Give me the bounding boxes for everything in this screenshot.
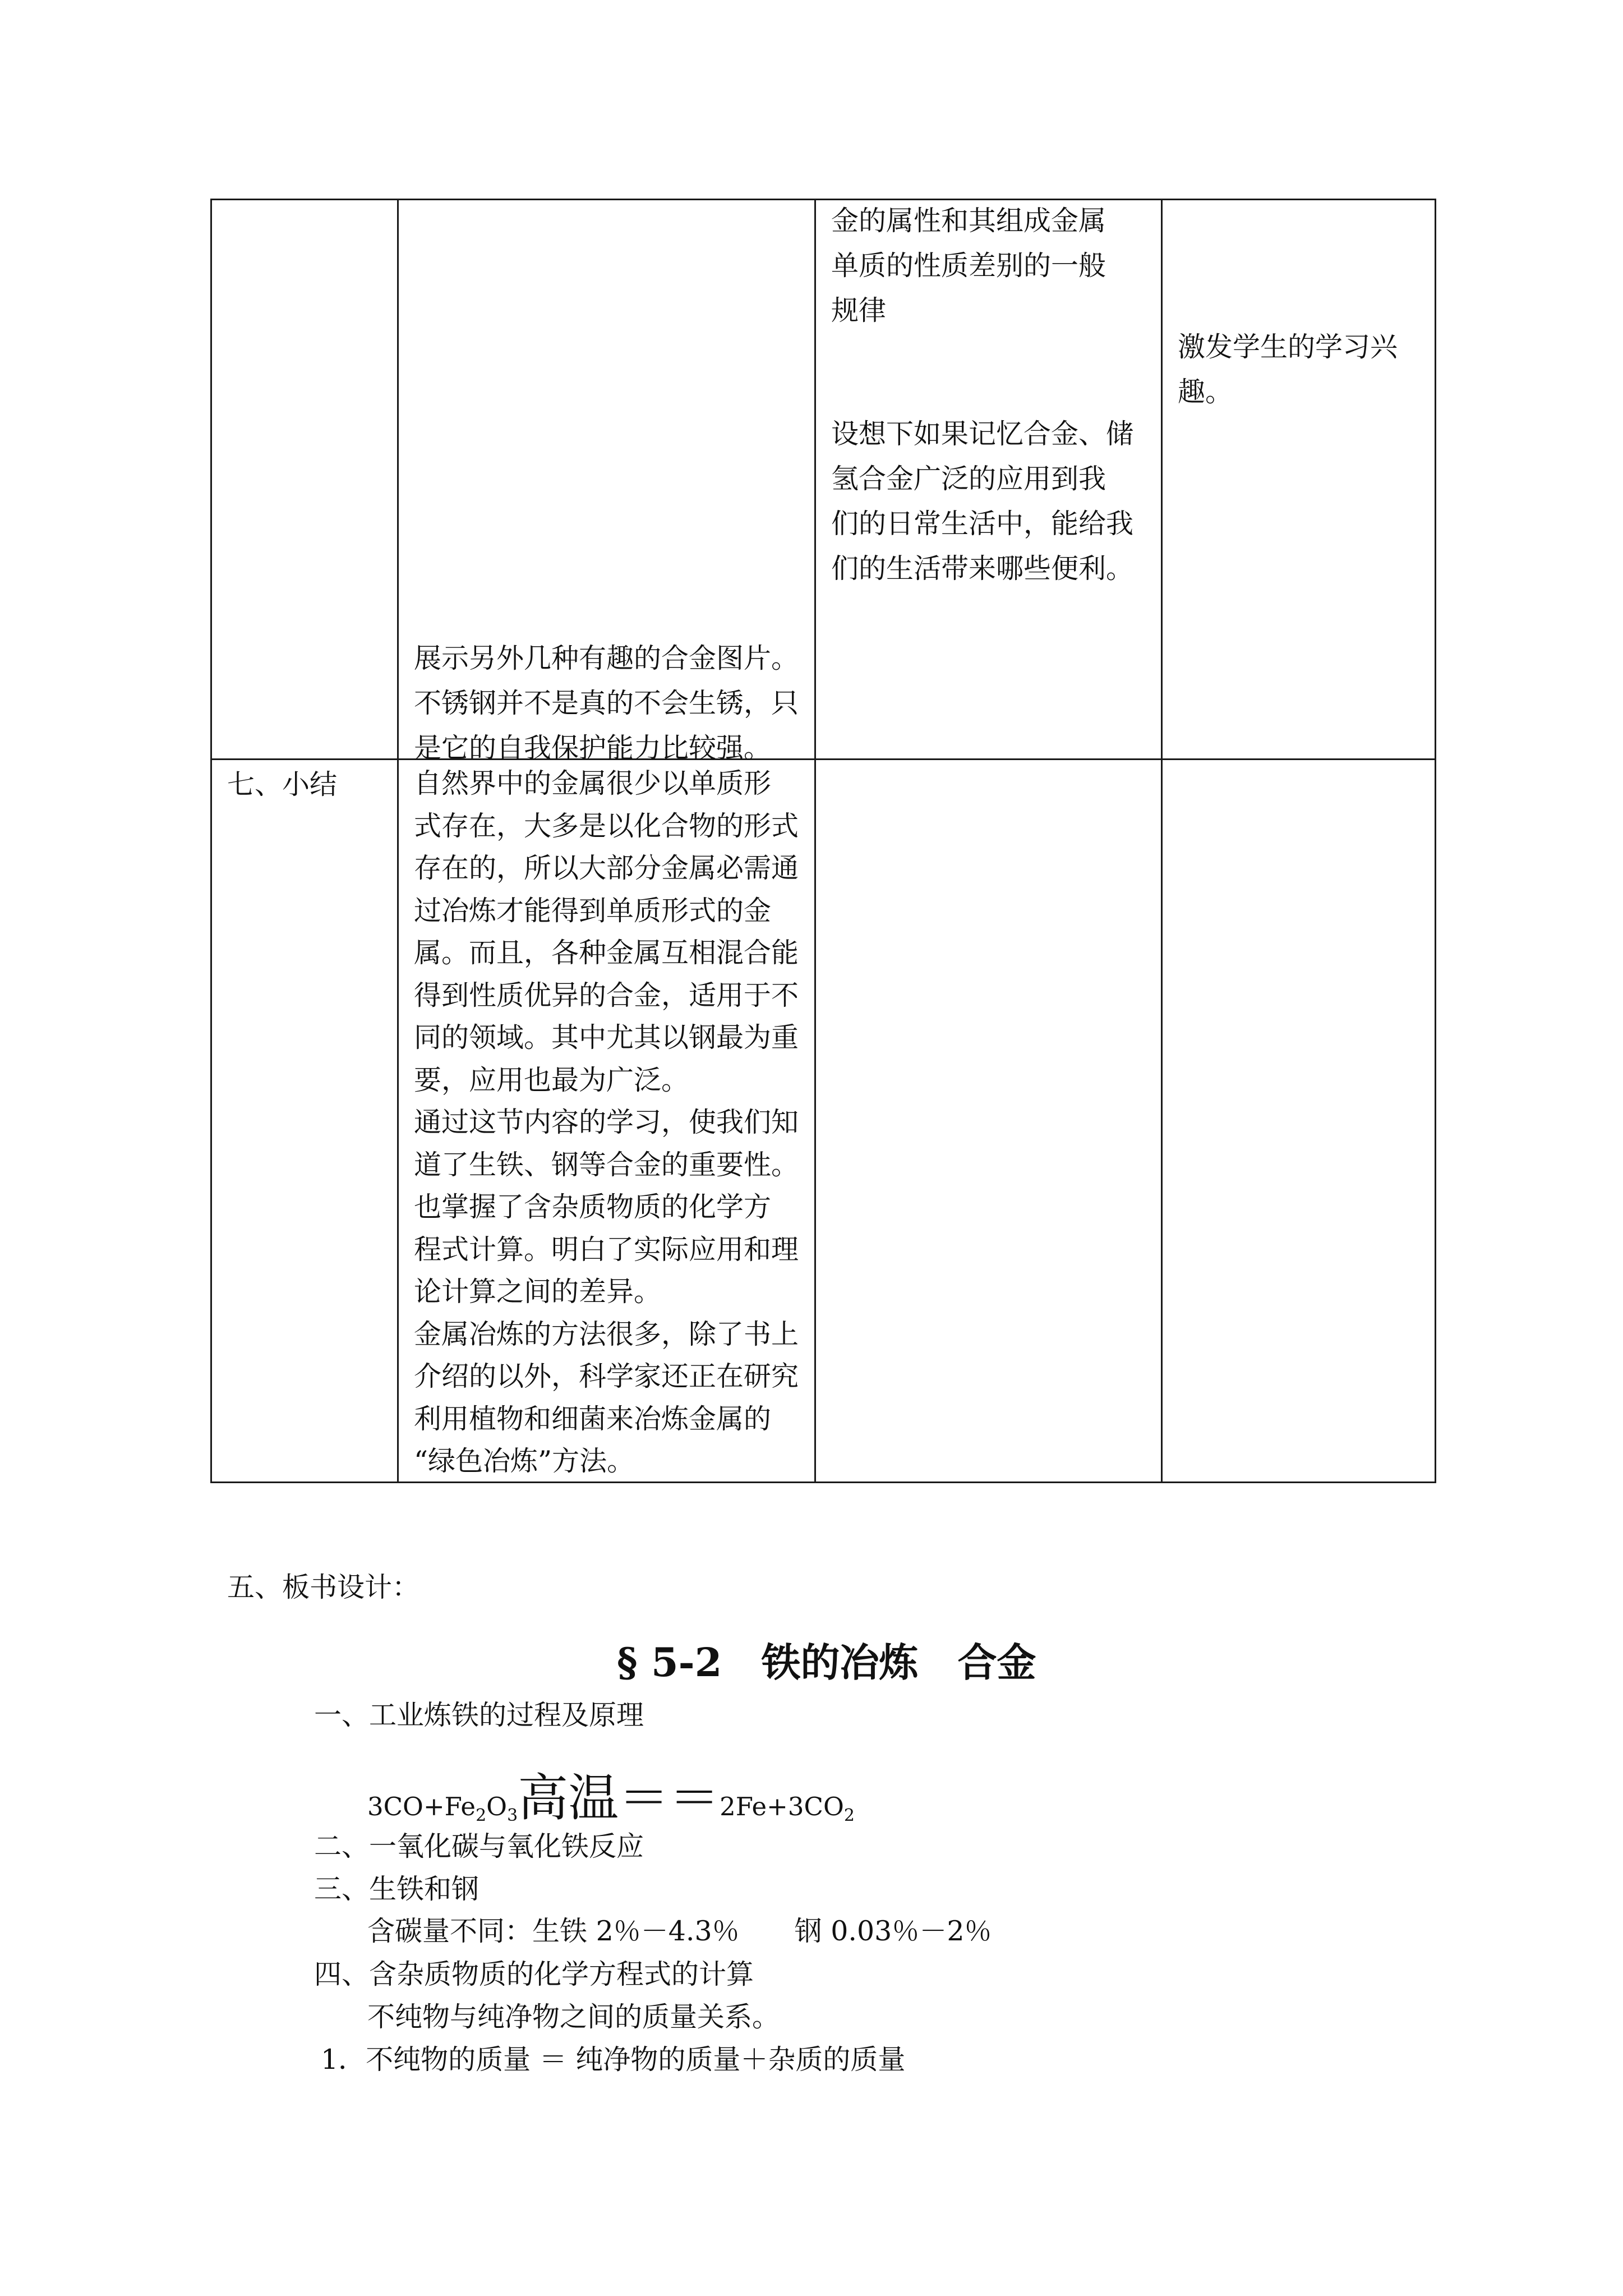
equation-text: 3CO+Fe	[367, 1792, 476, 1821]
cell-text-line: 设想下如果记忆合金、储	[831, 418, 1134, 450]
cell-text-line: 介绍的以外，科学家还正在研究	[414, 1360, 799, 1392]
cell-text-line: 通过这节内容的学习，使我们知	[414, 1106, 799, 1138]
cell-text-line: 展示另外几种有趣的合金图片。	[414, 642, 799, 674]
table-column-divider	[397, 199, 399, 1483]
cell-text-line: 道了生铁、钢等合金的重要性。	[414, 1148, 799, 1181]
section-title: 五、板书设计：	[227, 1571, 420, 1603]
row-heading: 七、小结	[227, 769, 338, 800]
subscript: 2	[476, 1806, 487, 1825]
equation-text: O	[486, 1792, 508, 1821]
board-item-4: 四、含杂质物质的化学方程式的计算	[314, 1958, 754, 1990]
equation-condition: 高温＝＝	[518, 1769, 720, 1828]
board-item-4-detail: 不纯物与纯净物之间的质量关系。	[367, 2001, 780, 2033]
chemical-equation	[367, 1757, 855, 1830]
board-item-4-point-1: 1．不纯物的质量 ＝ 纯净物的质量＋杂质的质量	[321, 2044, 906, 2076]
cell-text-line: 氢合金广泛的应用到我	[831, 463, 1106, 495]
table-cell-r2-c1	[227, 762, 337, 807]
table-column-divider	[1161, 199, 1163, 1483]
cell-text-line: 式存在，大多是以化合物的形式	[414, 809, 799, 842]
equation-text: 2Fe+3CO	[720, 1792, 844, 1821]
table-cell-r1-c3-part2	[831, 412, 1133, 591]
cell-text-line: 程式计算。明白了实际应用和理	[414, 1233, 799, 1266]
cell-text-line: 们的生活带来哪些便利。	[831, 553, 1134, 585]
table-cell-r2-c2	[414, 762, 799, 1483]
table-column-divider	[814, 199, 816, 1483]
cell-text-line: 金属冶炼的方法很多，除了书上	[414, 1318, 799, 1350]
cell-text-line: 利用植物和细菌来冶炼金属的	[414, 1402, 772, 1435]
cell-text-line: 单质的性质差别的一般	[831, 250, 1106, 282]
board-item-2: 二、一氧化碳与氧化铁反应	[314, 1830, 644, 1862]
equation-reactants	[367, 1792, 518, 1825]
cell-text-line: 要，应用也最为广泛。	[414, 1064, 689, 1096]
cell-text-line: 金的属性和其组成金属	[831, 205, 1106, 237]
cell-text-line: 激发学生的学习兴	[1178, 331, 1398, 363]
cell-text-line: 趣。	[1178, 376, 1233, 408]
subscript: 2	[843, 1806, 855, 1825]
subscript: 3	[507, 1806, 518, 1825]
cell-text-line: 们的日常生活中，能给我	[831, 508, 1134, 540]
table-border-top	[210, 199, 1436, 200]
cell-text-line: 得到性质优异的合金，适用于不	[414, 979, 799, 1011]
cell-text-line: “绿色冶炼”方法。	[414, 1445, 635, 1477]
cell-text-line: 也掌握了含杂质物质的化学方	[414, 1191, 772, 1223]
table-cell-r1-c4	[1178, 325, 1398, 415]
cell-text-line: 规律	[831, 295, 887, 326]
cell-text-line: 过冶炼才能得到单质形式的金	[414, 894, 772, 927]
cell-text-line: 是它的自我保护能力比较强。	[414, 732, 772, 764]
table-row-divider	[210, 758, 1436, 760]
equation-products	[720, 1792, 855, 1825]
table-cell-r1-c2	[414, 636, 799, 771]
cell-text-line: 论计算之间的差异。	[414, 1276, 662, 1308]
board-item-3: 三、生铁和钢	[314, 1873, 479, 1905]
cell-text-line: 存在的，所以大部分金属必需通	[414, 852, 799, 884]
board-item-3-detail: 含碳量不同：生铁 2％－4.3％ 钢 0.03％－2％	[367, 1915, 992, 1947]
cell-text-line: 同的领域。其中尤其以钢最为重	[414, 1022, 799, 1053]
cell-text-line: 自然界中的金属很少以单质形	[414, 767, 772, 799]
table-border-right	[1435, 199, 1436, 1483]
table-border-left	[210, 199, 212, 1483]
table-cell-r1-c3	[831, 199, 1106, 333]
lesson-table	[210, 199, 1436, 1483]
board-item-1: 一、工业炼铁的过程及原理	[314, 1699, 644, 1731]
table-border-bottom	[210, 1481, 1436, 1483]
cell-text-line: 不锈钢并不是真的不会生锈，只	[414, 687, 799, 719]
board-heading: § 5-2 铁的冶炼 合金	[617, 1639, 1036, 1686]
cell-text-line: 属。而且，各种金属互相混合能	[414, 937, 799, 969]
